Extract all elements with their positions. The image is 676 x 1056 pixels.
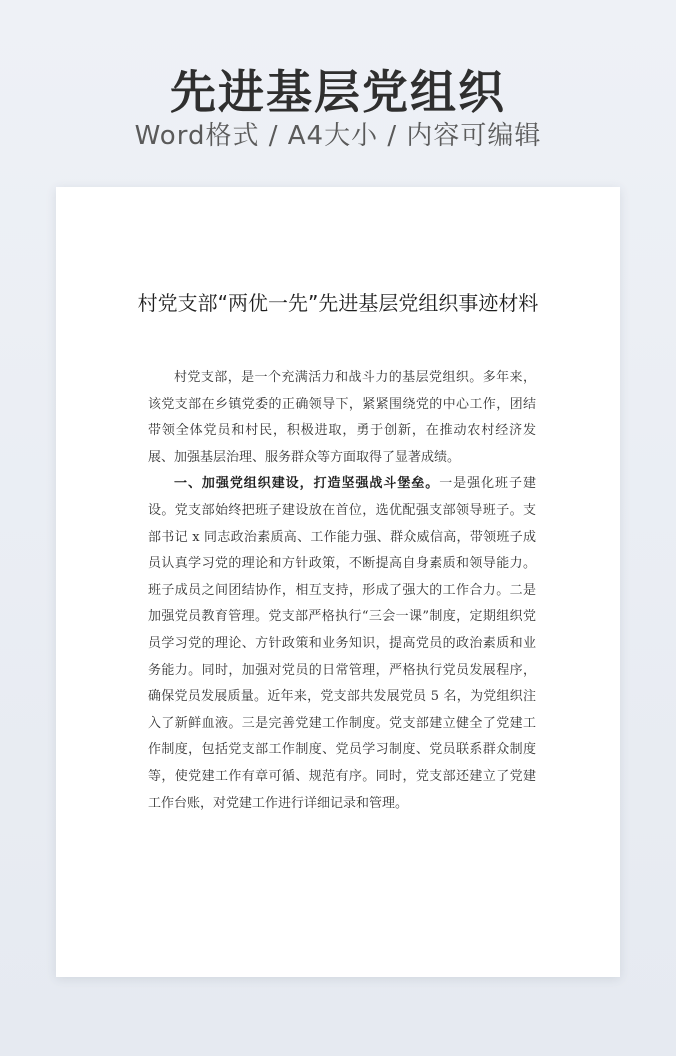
- banner-title: 先进基层党组织: [170, 65, 506, 119]
- section-body: 一是强化班子建设。党支部始终把班子建设放在首位，选优配强支部领导班子。支部书记 x 同志政治素质高、工作能力强、群众威信高，带领班子成员认真学习党的理论和方针政策，不断提高自身素质和领导能力。班子成员之间团结协作，相互支持，形成了强大的工作合力。二是加强党员教育管理。党支部严格执行“三会一课”制度，定期组织党员学习党的理论、方针政策和业务知识，提高党员的政治素质和业务能力。同时，加强对党员的日常管理，严格执行党员发展程序，确保党员发展质量。近年来，党支部共发展党员 5 名，为党组织注入了新鲜血液。三是完善党建工作制度。党支部建立健全了党建工作制度，包括党支部工作制度、党员学习制度、党员联系群众制度等，使党建工作有章可循、规范有序。同时，党支部还建立了党建工作台账，对党建工作进行详细记录和管理。: [148, 476, 536, 811]
- banner-subtitle: Word格式 / A4大小 / 内容可编辑: [134, 121, 542, 151]
- section-paragraph: [148, 471, 536, 817]
- intro-paragraph: 村党支部，是一个充满活力和战斗力的基层党组织。多年来，该党支部在乡镇党委的正确领导下，紧紧围绕党的中心工作，团结带领全体党员和村民，积极进取，勇于创新，在推动农村经济发展、加强基层治理、服务群众等方面取得了显著成绩。: [148, 370, 536, 465]
- document-title: 村党支部“两优一先”先进基层党组织事迹材料: [137, 291, 539, 315]
- section-heading: 一、加强党组织建设，打造坚强战斗堡垒。: [174, 476, 440, 492]
- document-page: [56, 187, 620, 977]
- document-body: [148, 365, 536, 817]
